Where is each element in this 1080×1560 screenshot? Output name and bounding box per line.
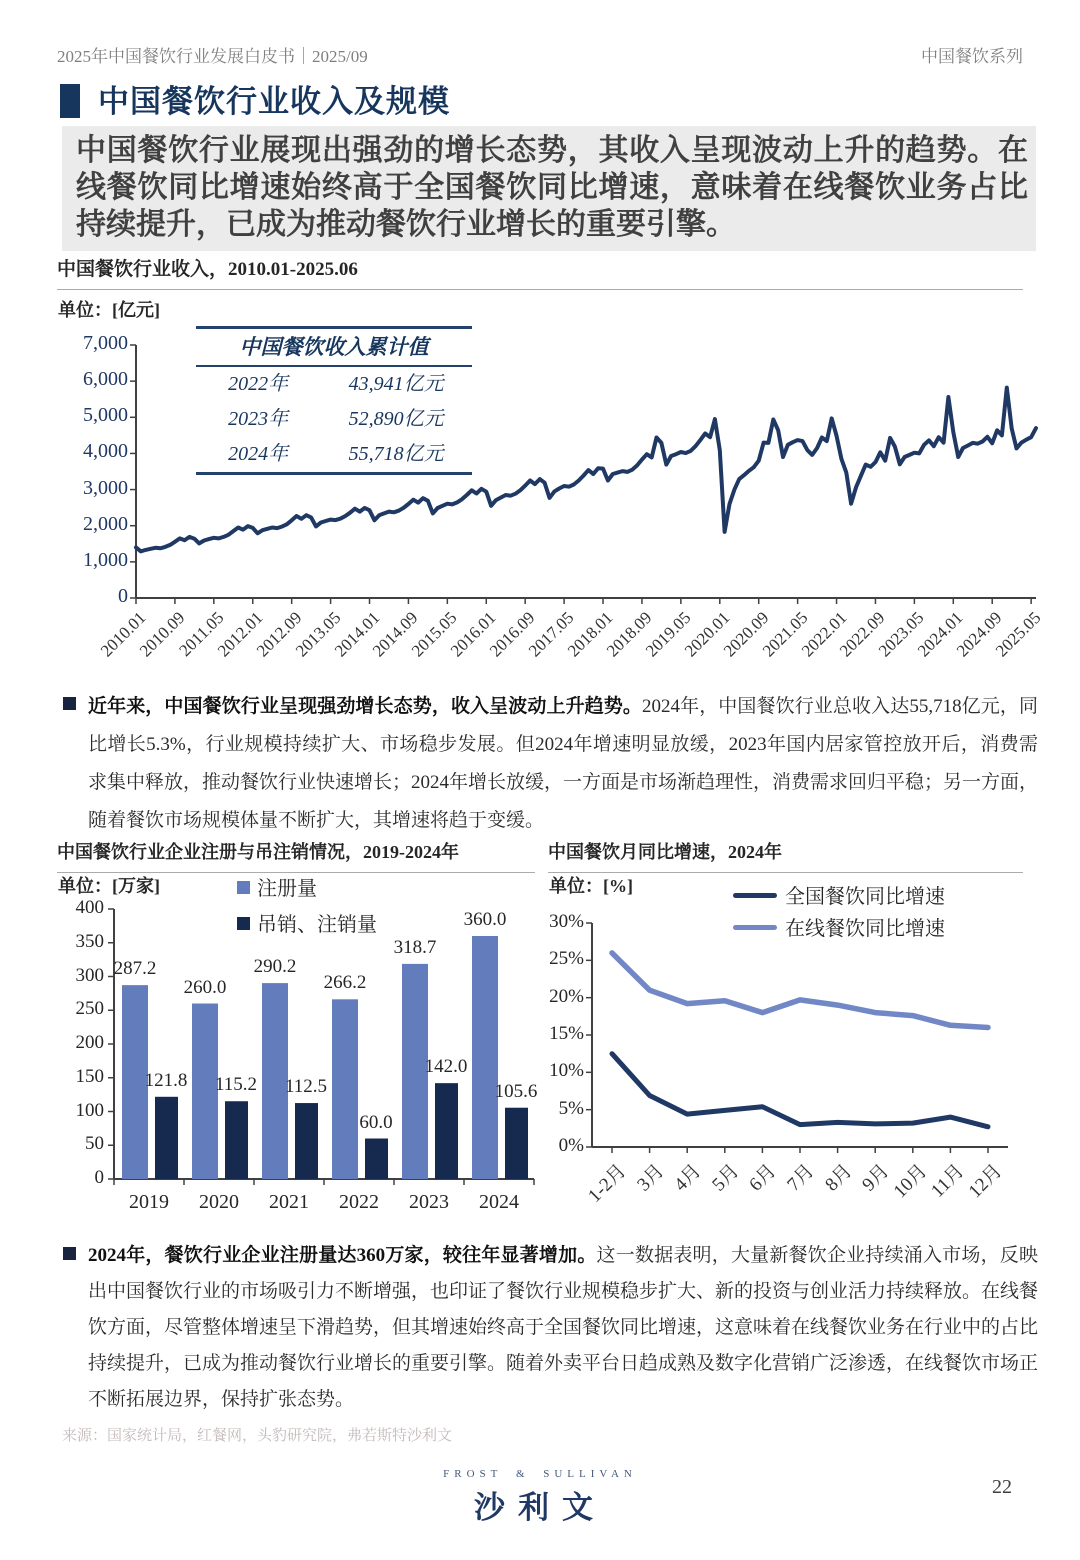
growth-chart-title: 中国餐饮月同比增速，2024年 — [548, 838, 1023, 873]
legend-online-label: 在线餐饮同比增速 — [785, 918, 945, 940]
x-axis-label: 2022.01 — [797, 608, 850, 661]
y-axis-label: 10% — [549, 1060, 584, 1082]
x-axis-label: 2020.09 — [719, 608, 773, 661]
y-axis-label: 7,000 — [83, 332, 128, 354]
bullet-paragraph-2 — [88, 1238, 1038, 1418]
x-axis-label: 2014.01 — [330, 608, 383, 661]
growth-chart-unit: 单位：[%] — [549, 876, 633, 896]
bar-value-label: 112.5 — [284, 1076, 328, 1098]
x-axis-label: 1-2月 — [584, 1160, 631, 1207]
x-axis-label: 2018.09 — [602, 608, 656, 661]
x-axis-label: 3月 — [632, 1160, 668, 1196]
x-axis-label: 2010.01 — [96, 608, 150, 661]
y-axis-label: 3,000 — [83, 476, 128, 499]
x-axis-label: 2020.01 — [680, 608, 734, 661]
x-axis-label: 9月 — [858, 1160, 894, 1196]
x-axis-label: 2013.05 — [291, 608, 345, 661]
y-axis-label: 400 — [75, 897, 104, 918]
y-axis-label: 150 — [75, 1065, 104, 1087]
revenue-chart-plot — [126, 341, 1046, 610]
bar-value-label: 360.0 — [463, 909, 507, 930]
table-year: 2024年 — [228, 443, 289, 465]
legend-deregistered-label: 吊销、注销量 — [257, 914, 377, 936]
y-axis-label: 0 — [94, 1167, 104, 1188]
x-axis-label: 2024 — [479, 1191, 519, 1213]
y-axis-label: 100 — [75, 1099, 104, 1121]
registration-chart-plot — [104, 905, 544, 1191]
bullet-1-bold: 近年来，中国餐饮行业呈现强劲增长态势，收入呈波动上升趋势。 — [88, 696, 642, 717]
x-axis-label: 2010.09 — [135, 608, 189, 661]
x-axis-label: 7月 — [783, 1160, 819, 1196]
revenue-chart-unit: 单位：[亿元] — [58, 300, 160, 320]
y-axis-label: 0% — [558, 1135, 584, 1156]
x-axis-label: 2020 — [199, 1191, 239, 1213]
bullet-1-text: 2024年，中国餐饮行业总收入达55,718亿元，同比增长5.3%，行业规模持续扩大、市场稳步发展。但2024年增速明显放缓，2023年国内居家管控放开后，消费需求集中释放，推动餐饮行业快速增长；2024年增长放缓，一方面是市场渐趋理性，消费需求回归平稳；另一方面，随着餐饮市场规模体量不断扩大，其增速将趋于变缓。 — [88, 696, 1039, 831]
bar-value-label: 290.2 — [253, 956, 297, 978]
revenue-chart-title: 中国餐饮行业收入，2010.01-2025.06 — [57, 254, 1023, 290]
bar-value-label: 287.2 — [113, 958, 157, 980]
x-axis-label: 2025.05 — [992, 608, 1045, 661]
y-axis-label: 5% — [558, 1097, 584, 1119]
bar-value-label: 115.2 — [214, 1074, 258, 1096]
legend-national — [733, 880, 945, 909]
national-legend-line-icon — [733, 893, 777, 898]
x-axis-label: 2021 — [269, 1191, 309, 1213]
x-axis-label: 5月 — [708, 1160, 744, 1196]
x-axis-label: 2018.01 — [563, 608, 617, 661]
x-axis-label: 2012.01 — [213, 608, 267, 661]
x-axis-label: 2023 — [409, 1191, 449, 1213]
header-right: 中国餐饮系列 — [921, 47, 1023, 66]
x-axis-label: 2011.05 — [175, 608, 228, 661]
x-axis-label: 2022.09 — [836, 608, 889, 661]
x-axis-label: 12月 — [964, 1160, 1007, 1203]
bar-value-label: 60.0 — [359, 1111, 393, 1133]
registered-legend-swatch-icon — [237, 881, 250, 894]
source-note: 来源：国家统计局，红餐网，头豹研究院，弗若斯特沙利文 — [62, 1428, 453, 1444]
bullet-square-icon — [63, 1247, 76, 1260]
x-axis-label: 2022 — [339, 1191, 379, 1213]
y-axis-label: 5,000 — [83, 404, 128, 427]
y-axis-label: 2,000 — [83, 512, 128, 535]
table-year: 2022年 — [228, 373, 289, 395]
y-axis-label: 30% — [549, 911, 584, 932]
x-axis-label: 2015.05 — [408, 608, 461, 661]
x-axis-label: 8月 — [820, 1160, 856, 1196]
y-axis-label: 4,000 — [83, 440, 128, 463]
y-axis-label: 20% — [549, 985, 584, 1007]
y-axis-label: 0 — [118, 585, 128, 607]
x-axis-label: 2016.09 — [486, 608, 539, 661]
bar-value-label: 142.0 — [424, 1056, 468, 1078]
registration-chart-unit: 单位：[万家] — [58, 876, 160, 896]
header-left: 2025年中国餐饮行业发展白皮书｜2025/09 — [57, 47, 368, 66]
bullet-2-bold: 2024年，餐饮行业企业注册量达360万家，较往年显著增加。 — [88, 1245, 597, 1266]
x-axis-label: 2016.01 — [447, 608, 500, 661]
y-axis-label: 6,000 — [83, 368, 128, 391]
legend-registered-label: 注册量 — [257, 878, 317, 900]
x-axis-label: 2019 — [129, 1191, 169, 1213]
x-axis-label: 2024.09 — [953, 608, 1006, 661]
table-title: 中国餐饮收入累计值 — [196, 329, 472, 367]
bar-value-label: 121.8 — [144, 1069, 188, 1091]
x-axis-label: 2012.09 — [252, 608, 306, 661]
bar-value-label: 318.7 — [393, 936, 437, 958]
page-number: 22 — [992, 1476, 1012, 1498]
table-year: 2023年 — [228, 408, 289, 430]
y-axis-label: 300 — [75, 964, 104, 986]
legend-registered — [237, 872, 317, 901]
table-value: 55,718亿元 — [348, 443, 444, 465]
bar-value-label: 105.6 — [494, 1080, 538, 1102]
table-value: 52,890亿元 — [348, 408, 444, 430]
x-axis-label: 2024.01 — [914, 608, 967, 661]
y-axis-label: 200 — [75, 1032, 104, 1053]
x-axis-label: 2021.05 — [758, 608, 812, 661]
y-axis-label: 25% — [549, 948, 584, 970]
x-axis-label: 4月 — [670, 1160, 706, 1196]
legend-national-label: 全国餐饮同比增速 — [785, 886, 945, 908]
bar-value-label: 266.2 — [323, 972, 367, 994]
y-axis-label: 250 — [75, 998, 104, 1020]
title-square-icon — [60, 84, 80, 118]
bullet-2-text: 这一数据表明，大量新餐饮企业持续涌入市场，反映出中国餐饮行业的市场吸引力不断增强，也印证了餐饮行业规模稳步扩大、新的投资与创业活力持续释放。在线餐饮方面，尽管整体增速呈下滑趋势，但其增速始终高于全国餐饮同比增速，这意味着在线餐饮业务在行业中的占比持续提升，已成为推动餐饮行业增长的重要引擎。随着外卖平台日趋成熟及数字化营销广泛渗透，在线餐饮市场正不断拓展边界，保持扩张态势。 — [88, 1245, 1039, 1410]
registration-chart-title: 中国餐饮行业企业注册与吊注销情况，2019-2024年 — [57, 838, 535, 873]
shalliwen-logo: 沙利文 — [474, 1490, 606, 1525]
y-axis-label: 15% — [549, 1023, 584, 1044]
summary-quote: 中国餐饮行业展现出强劲的增长态势，其收入呈现波动上升的趋势。在线餐饮同比增速始终高于全国餐饮同比增速，意味着在线餐饮业务占比持续提升，已成为推动餐饮行业增长的重要引擎。 — [62, 126, 1036, 251]
table-value: 43,941亿元 — [348, 373, 444, 395]
x-axis-label: 11月 — [927, 1160, 969, 1202]
x-axis-label: 2017.05 — [525, 608, 578, 661]
y-axis-label: 350 — [75, 930, 104, 952]
x-axis-label: 2019.05 — [641, 608, 695, 661]
growth-chart-plot — [582, 919, 1018, 1159]
y-axis-label: 1,000 — [83, 548, 128, 571]
x-axis-label: 2014.09 — [369, 608, 422, 661]
x-axis-label: 6月 — [745, 1160, 781, 1196]
y-axis-label: 50 — [85, 1133, 104, 1155]
frost-sullivan-logo-text: FROST & SULLIVAN — [443, 1468, 637, 1480]
bar-value-label: 260.0 — [183, 976, 227, 998]
page-title: 中国餐饮行业收入及规模 — [98, 84, 450, 119]
x-axis-label: 2023.05 — [875, 608, 928, 661]
x-axis-label: 10月 — [889, 1160, 932, 1203]
